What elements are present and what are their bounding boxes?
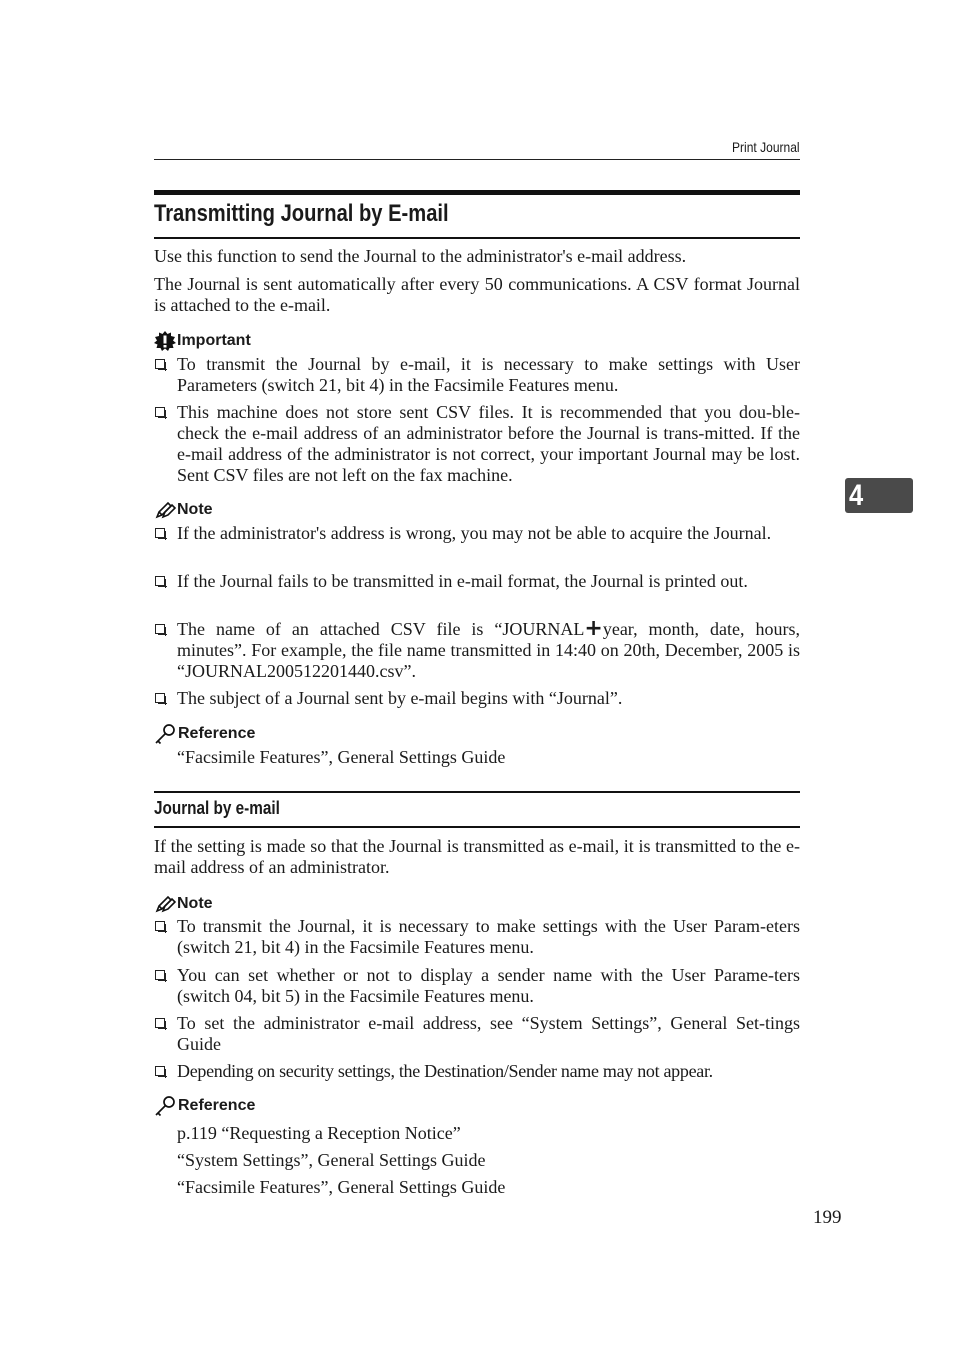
title-underline xyxy=(154,237,800,239)
plus-symbol: + xyxy=(584,616,603,641)
reference-label xyxy=(154,1095,800,1117)
reference-link[interactable]: p.119 “Requesting a Reception Notice” xyxy=(177,1123,461,1143)
reference-link[interactable]: “Facsimile Features”, General Settings Guide xyxy=(177,1177,506,1197)
list-item-text-part1: The name of an attached CSV file is “JOURNAL xyxy=(177,619,585,639)
reference-label xyxy=(154,723,800,745)
checkbox-icon xyxy=(155,921,165,931)
list-item xyxy=(154,1013,800,1055)
list-item xyxy=(154,402,800,486)
note2-list-b xyxy=(154,965,800,1007)
list-item-text: To set the administrator e-mail address, see “System Settings”, General Set-tings Guide xyxy=(177,1013,800,1054)
pencil-icon xyxy=(154,895,176,913)
list-item-text: To transmit the Journal by e-mail, it is necessary to make settings with User Parameters (switch 21, bit 4) in the Facsimile Features menu. xyxy=(177,354,800,395)
reference-label-text: Reference xyxy=(178,725,256,742)
title-bar xyxy=(154,190,800,195)
important-block xyxy=(154,331,800,351)
key-icon xyxy=(154,723,177,745)
checkbox-icon xyxy=(155,576,165,586)
list-item xyxy=(154,1061,800,1082)
checkbox-icon xyxy=(155,1066,165,1076)
note-label-text: Note xyxy=(177,501,213,518)
note-label xyxy=(154,500,800,520)
important-list xyxy=(154,354,800,396)
note-block-2 xyxy=(154,894,800,914)
reference-1-lines xyxy=(154,747,800,768)
note-label-text: Note xyxy=(177,895,213,912)
reference-link[interactable]: “System Settings”, General Settings Guide xyxy=(177,1150,486,1170)
note1-list-d xyxy=(154,688,800,709)
note2-list-c xyxy=(154,1013,800,1055)
checkbox-icon xyxy=(155,624,165,634)
section-text: If the setting is made so that the Journal is transmitted as e-mail, it is transmitted to the e-mail address of an administrator. xyxy=(154,836,800,877)
page-title: Transmitting Journal by E-mail xyxy=(154,200,449,227)
note1-list-c xyxy=(154,616,800,682)
list-item-text: If the administrator's address is wrong, you may not be able to acquire the Journal. xyxy=(177,523,772,543)
list-item-text: This machine does not store sent CSV files. It is recommended that you dou-ble-check the e-mail address of an administrator before the Journal is trans-mitted. If the e-mail address of the administrator is not correct, your important Journal may be lost. Sent CSV files are not left on the fax machine. xyxy=(177,402,800,485)
note-label xyxy=(154,894,800,914)
pencil-icon xyxy=(154,501,176,519)
list-item xyxy=(154,688,800,709)
important-label xyxy=(154,331,800,351)
intro-text-2: The Journal is sent automatically after every 50 communications. A CSV format Journal is attached to the e-mail. xyxy=(154,274,800,315)
running-header: Print Journal xyxy=(732,139,800,155)
note1-list-b xyxy=(154,571,800,592)
reference-block-1 xyxy=(154,723,800,745)
key-icon xyxy=(154,1095,177,1117)
list-item-text: Depending on security settings, the Destination/Sender name may not appear. xyxy=(177,1061,713,1081)
section-paragraph xyxy=(154,836,800,878)
list-item-text: You can set whether or not to display a sender name with the User Parame-ters (switch 04, bit 5) in the Facsimile Features menu. xyxy=(177,965,800,1006)
list-item xyxy=(154,965,800,1007)
chapter-number: 4 xyxy=(849,479,864,512)
page-number: 199 xyxy=(813,1207,842,1228)
header-rule xyxy=(154,159,800,160)
reference-link[interactable]: “Facsimile Features”, General Settings Guide xyxy=(177,747,506,767)
note2-list-d xyxy=(154,1061,800,1082)
list-item xyxy=(154,354,800,396)
important-list-2 xyxy=(154,402,800,486)
important-label-text: Important xyxy=(177,332,251,349)
list-item xyxy=(154,571,800,592)
note-block-1 xyxy=(154,500,800,520)
checkbox-icon xyxy=(155,970,165,980)
intro-text-1: Use this function to send the Journal to the administrator's e-mail address. xyxy=(154,246,687,266)
section-bottom-rule xyxy=(154,826,800,828)
note1-list-a xyxy=(154,523,800,544)
list-item-text: If the Journal fails to be transmitted in e-mail format, the Journal is printed out. xyxy=(177,571,748,591)
list-item-text: To transmit the Journal, it is necessary to make settings with the User Param-eters (switch 21, bit 4) in the Facsimile Features menu. xyxy=(177,916,800,957)
reference-2-lines xyxy=(154,1120,800,1201)
reference-label-text: Reference xyxy=(178,1097,256,1114)
checkbox-icon xyxy=(155,359,165,369)
chapter-tab xyxy=(845,478,913,513)
list-item xyxy=(154,616,800,682)
reference-block-2 xyxy=(154,1095,800,1117)
checkbox-icon xyxy=(155,407,165,417)
important-icon xyxy=(154,331,176,351)
checkbox-icon xyxy=(155,528,165,538)
checkbox-icon xyxy=(155,693,165,703)
list-item-text-part2: year, month, date, hours, minutes”. For example, the file name transmitted in 14:40 on 20th, December, 2005 is “JOURNAL200512201440.csv”. xyxy=(177,619,800,681)
intro-paragraph-1 xyxy=(154,246,800,267)
list-item xyxy=(154,523,800,544)
list-item-text: The subject of a Journal sent by e-mail begins with “Journal”. xyxy=(177,688,623,708)
section-top-rule xyxy=(154,791,800,793)
note2-list-a xyxy=(154,916,800,958)
section-title: Journal by e-mail xyxy=(154,798,280,818)
list-item xyxy=(154,916,800,958)
checkbox-icon xyxy=(155,1018,165,1028)
intro-paragraph-2 xyxy=(154,274,800,316)
